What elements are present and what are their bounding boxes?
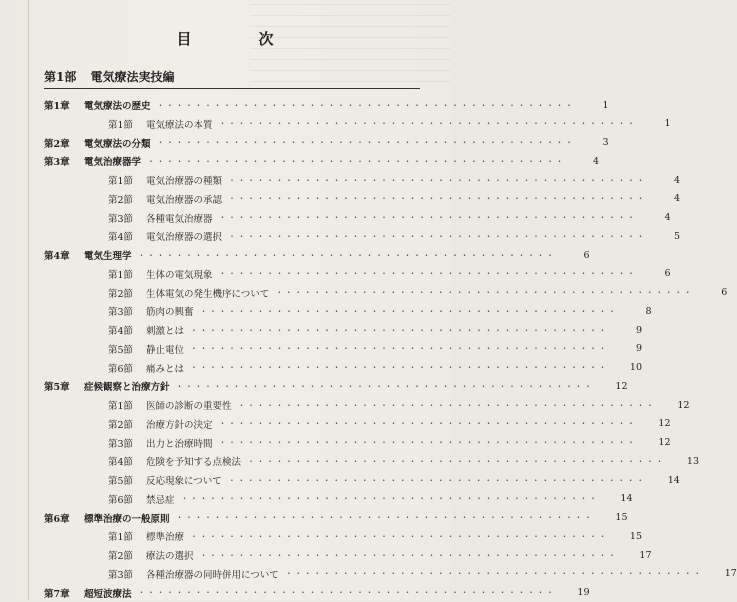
section-title: 危険を予知する点検法 <box>146 457 242 469</box>
page-number: 9 <box>635 324 643 336</box>
chapter-number: 第1章 <box>44 101 70 112</box>
page-number: 19 <box>577 587 590 598</box>
section-number: 第4節 <box>108 326 134 337</box>
section-number: 第3節 <box>108 438 134 450</box>
chapter-number: 第2章 <box>44 138 70 150</box>
page-number: 12 <box>677 399 690 411</box>
page-number: 17 <box>724 568 737 580</box>
page-number: 3 <box>602 137 609 148</box>
section-title: 刺激とは <box>146 326 185 337</box>
toc-entry-lead <box>0 304 624 318</box>
dot-leader: ・・・・・・・・・・・・・・・・・・・・・・・・・・・・・・・・・・・・・・・・・・・・ <box>190 531 609 541</box>
toc-entry-lead <box>0 323 614 337</box>
dot-leader: ・・・・・・・・・・・・・・・・・・・・・・・・・・・・・・・・・・・・・・・・・・・・ <box>228 175 647 185</box>
toc-section-row <box>0 490 633 508</box>
toc-entry-lead <box>0 173 652 187</box>
section-title: 生体電気の発生機序について <box>146 288 270 300</box>
toc-entry-lead <box>0 192 652 206</box>
section-number: 第1節 <box>108 176 134 187</box>
section-number: 第6節 <box>108 363 134 375</box>
page-number: 13 <box>686 455 700 467</box>
dot-leader: ・・・・・・・・・・・・・・・・・・・・・・・・・・・・・・・・・・・・・・・・・・・・ <box>218 419 637 429</box>
toc-entry-lead <box>0 492 605 506</box>
page-number: 17 <box>639 549 652 561</box>
dot-leader: ・・・・・・・・・・・・・・・・・・・・・・・・・・・・・・・・・・・・・・・・・・・・ <box>228 231 647 241</box>
dot-leader: ・・・・・・・・・・・・・・・・・・・・・・・・・・・・・・・・・・・・・・・・・・・・ <box>218 213 637 222</box>
toc-entry-lead <box>0 342 614 356</box>
dot-leader: ・・・・・・・・・・・・・・・・・・・・・・・・・・・・・・・・・・・・・・・・・・・・ <box>156 100 575 110</box>
chapter-number: 第4章 <box>44 251 70 262</box>
chapter-number: 第3章 <box>44 157 70 169</box>
toc-section-row <box>0 115 671 133</box>
section-title: 反応現象について <box>146 476 222 487</box>
toc-chapter-row <box>0 134 609 152</box>
toc-chapter-row <box>0 246 590 264</box>
toc-title: 目 次 <box>176 30 300 48</box>
section-number: 第4節 <box>108 232 134 244</box>
chapter-number: 第5章 <box>44 382 70 394</box>
section-number: 第3節 <box>108 213 134 225</box>
dot-leader: ・・・・・・・・・・・・・・・・・・・・・・・・・・・・・・・・・・・・・・・・・・・・ <box>247 456 666 466</box>
page-number: 12 <box>615 380 628 392</box>
page-number: 12 <box>658 418 671 430</box>
section-title: 治療方針の決定 <box>146 419 213 431</box>
section-title: 電気治療器の承認 <box>146 194 223 206</box>
page-number: 10 <box>629 362 643 373</box>
section-title: 各種電気治療器 <box>146 213 213 225</box>
page-number: 6 <box>583 249 590 261</box>
dot-leader: ・・・・・・・・・・・・・・・・・・・・・・・・・・・・・・・・・・・・・・・・・・・・ <box>218 269 637 279</box>
section-title: 療法の選択 <box>146 551 194 562</box>
part-heading <box>44 68 175 85</box>
toc-section-row <box>0 209 671 227</box>
chapter-title: 電気治療器学 <box>84 157 142 169</box>
page-number: 6 <box>721 287 728 298</box>
section-number: 第1節 <box>108 119 134 131</box>
section-title: 出力と治療時間 <box>146 438 213 450</box>
chapter-title: 症候観察と治療方針 <box>84 382 170 394</box>
section-number: 第2節 <box>108 419 134 431</box>
chapter-title: 電気療法の分類 <box>84 138 151 150</box>
section-number: 第4節 <box>108 457 134 469</box>
page-number: 12 <box>658 437 671 448</box>
section-title: 禁忌症 <box>146 494 175 506</box>
toc-section-row <box>0 434 671 452</box>
section-number: 第2節 <box>108 288 134 300</box>
toc-entry-lead <box>0 248 562 262</box>
dot-leader: ・・・・・・・・・・・・・・・・・・・・・・・・・・・・・・・・・・・・・・・・・・・・ <box>175 381 594 391</box>
toc-entry-lead <box>0 379 600 393</box>
toc-entry-lead <box>0 529 614 543</box>
section-number: 第5節 <box>108 344 134 356</box>
toc-entry-lead <box>0 154 571 168</box>
dot-leader: ・・・・・・・・・・・・・・・・・・・・・・・・・・・・・・・・・・・・・・・・・・・・ <box>147 156 566 166</box>
toc-section-row <box>0 452 700 470</box>
toc-section-row <box>0 190 681 208</box>
page-number: 4 <box>592 155 600 167</box>
toc-section-row <box>0 171 681 189</box>
dot-leader: ・・・・・・・・・・・・・・・・・・・・・・・・・・・・・・・・・・・・・・・・・・・・ <box>190 363 609 372</box>
part-title: 電気療法実技編 <box>90 70 175 84</box>
toc-section-row <box>0 471 680 489</box>
section-title: 標準治療 <box>146 532 185 544</box>
dot-leader: ・・・・・・・・・・・・・・・・・・・・・・・・・・・・・・・・・・・・・・・・・・・・ <box>199 550 618 560</box>
toc-section-row <box>0 265 671 283</box>
toc-entry-lead <box>0 436 643 450</box>
toc-entry-lead <box>0 567 709 581</box>
section-title: 電気治療器の種類 <box>146 176 223 187</box>
section-title: 各種治療器の同時併用について <box>146 569 279 581</box>
dot-leader: ・・・・・・・・・・・・・・・・・・・・・・・・・・・・・・・・・・・・・・・・・・・・ <box>237 400 656 410</box>
page-number: 8 <box>645 305 652 317</box>
toc-section-row <box>0 227 681 245</box>
section-number: 第6節 <box>108 494 134 506</box>
section-number: 第1節 <box>108 269 134 281</box>
section-number: 第2節 <box>108 551 134 562</box>
dot-leader: ・・・・・・・・・・・・・・・・・・・・・・・・・・・・・・・・・・・・・・・・・・・・ <box>137 588 556 597</box>
toc-chapter-row <box>0 152 600 170</box>
toc-section-row <box>0 565 737 583</box>
page-number: 4 <box>673 193 681 205</box>
part-rule <box>44 88 420 89</box>
toc-entry-lead <box>0 454 671 468</box>
toc-section-row <box>0 396 690 414</box>
toc-chapter-row <box>0 377 628 395</box>
toc-entry-lead <box>0 511 600 525</box>
page-number: 1 <box>602 99 609 111</box>
dot-leader: ・・・・・・・・・・・・・・・・・・・・・・・・・・・・・・・・・・・・・・・・・・・・ <box>137 250 556 260</box>
dot-leader: ・・・・・・・・・・・・・・・・・・・・・・・・・・・・・・・・・・・・・・・・・・・・ <box>180 494 599 504</box>
toc-section-row <box>0 546 652 564</box>
page-number: 9 <box>635 343 643 355</box>
toc-entry-lead <box>0 398 662 412</box>
section-number: 第2節 <box>108 194 134 206</box>
page-number: 4 <box>664 212 671 223</box>
toc-entry-lead <box>0 136 581 150</box>
page-number: 5 <box>673 230 681 242</box>
page-number: 4 <box>673 174 681 186</box>
toc-section-row <box>0 527 643 545</box>
toc-section-row <box>0 359 643 377</box>
section-title: 医師の診断の重要性 <box>146 401 232 412</box>
dot-leader: ・・・・・・・・・・・・・・・・・・・・・・・・・・・・・・・・・・・・・・・・・・・・ <box>199 306 618 316</box>
section-number: 第1節 <box>108 532 134 544</box>
page-number: 14 <box>667 474 680 486</box>
dot-leader: ・・・・・・・・・・・・・・・・・・・・・・・・・・・・・・・・・・・・・・・・・・・・ <box>275 288 694 297</box>
dot-leader: ・・・・・・・・・・・・・・・・・・・・・・・・・・・・・・・・・・・・・・・・・・・・ <box>284 569 703 579</box>
page-number: 6 <box>664 268 671 280</box>
toc-entry-lead <box>0 286 699 300</box>
section-title: 痛みとは <box>146 363 185 375</box>
toc-entry-lead <box>0 211 643 225</box>
section-number: 第1節 <box>108 401 134 412</box>
section-number: 第5節 <box>108 476 134 487</box>
section-title: 静止電位 <box>146 344 185 356</box>
chapter-title: 電気療法の歴史 <box>84 101 151 112</box>
toc-entry-lead <box>0 229 652 243</box>
section-title: 電気療法の本質 <box>146 119 213 131</box>
toc-entry-lead <box>0 586 562 600</box>
page-number: 15 <box>629 530 643 542</box>
toc-section-row <box>0 302 652 320</box>
toc-chapter-row <box>0 584 590 602</box>
chapter-title: 標準治療の一般原則 <box>84 513 170 525</box>
chapter-title: 超短波療法 <box>84 588 132 600</box>
chapter-number: 第6章 <box>44 513 70 525</box>
page-number: 1 <box>664 118 671 130</box>
dot-leader: ・・・・・・・・・・・・・・・・・・・・・・・・・・・・・・・・・・・・・・・・・・・・ <box>156 138 575 147</box>
toc-chapter-row <box>0 509 628 527</box>
section-title: 電気治療器の選択 <box>146 232 223 244</box>
dot-leader: ・・・・・・・・・・・・・・・・・・・・・・・・・・・・・・・・・・・・・・・・・・・・ <box>228 194 647 204</box>
toc-entry-lead <box>0 98 581 112</box>
dot-leader: ・・・・・・・・・・・・・・・・・・・・・・・・・・・・・・・・・・・・・・・・・・・・ <box>190 344 609 354</box>
toc-section-row <box>0 321 643 339</box>
dot-leader: ・・・・・・・・・・・・・・・・・・・・・・・・・・・・・・・・・・・・・・・・・・・・ <box>175 513 594 522</box>
toc-section-row <box>0 340 643 358</box>
part-number: 第1部 <box>44 70 77 84</box>
toc-section-row <box>0 284 728 302</box>
section-title: 筋肉の興奮 <box>146 307 194 319</box>
dot-leader: ・・・・・・・・・・・・・・・・・・・・・・・・・・・・・・・・・・・・・・・・・・・・ <box>190 325 609 335</box>
section-number: 第3節 <box>108 307 134 319</box>
section-title: 生体の電気現象 <box>146 269 213 281</box>
dot-leader: ・・・・・・・・・・・・・・・・・・・・・・・・・・・・・・・・・・・・・・・・・・・・ <box>218 438 637 447</box>
chapter-title: 電気生理学 <box>84 251 132 262</box>
page-number: 14 <box>620 493 633 505</box>
chapter-number: 第7章 <box>44 588 70 600</box>
page-number: 15 <box>615 512 628 523</box>
dot-leader: ・・・・・・・・・・・・・・・・・・・・・・・・・・・・・・・・・・・・・・・・・・・・ <box>218 119 637 129</box>
toc-section-row <box>0 415 671 433</box>
toc-entry-lead <box>0 267 643 281</box>
toc-entry-lead <box>0 361 614 375</box>
dot-leader: ・・・・・・・・・・・・・・・・・・・・・・・・・・・・・・・・・・・・・・・・・・・・ <box>227 475 646 485</box>
toc-entry-lead <box>0 548 624 562</box>
toc-chapter-row <box>0 96 609 114</box>
toc-entry-lead <box>0 473 652 487</box>
toc-entry-lead <box>0 117 643 131</box>
toc-entry-lead <box>0 417 643 431</box>
section-number: 第3節 <box>108 569 134 581</box>
